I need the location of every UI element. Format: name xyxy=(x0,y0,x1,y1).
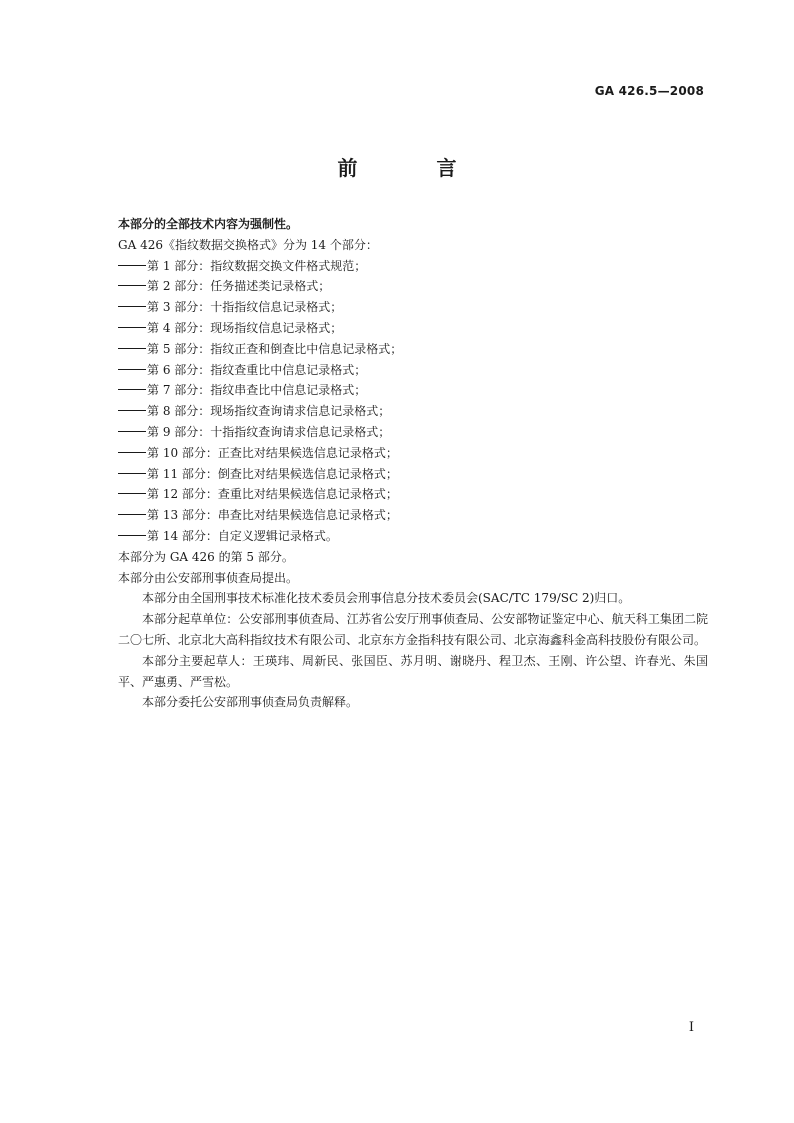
dash-marker xyxy=(118,535,146,536)
list-item xyxy=(118,422,708,443)
list-item xyxy=(118,339,708,360)
list-item-text: 第 14 部分：自定义逻辑记录格式。 xyxy=(147,528,338,543)
list-item xyxy=(118,380,708,401)
dash-marker xyxy=(118,410,146,411)
dash-marker xyxy=(118,285,146,286)
list-item-text: 第 6 部分：指纹查重比中信息记录格式； xyxy=(147,362,367,377)
dash-marker xyxy=(118,473,146,474)
list-item-text: 第 2 部分：任务描述类记录格式； xyxy=(147,279,331,294)
list-item xyxy=(118,297,708,318)
dash-marker xyxy=(118,389,146,390)
dash-marker xyxy=(118,265,146,266)
dash-marker xyxy=(118,369,146,370)
list-item-text: 第 3 部分：十指指纹信息记录格式； xyxy=(147,300,343,315)
list-item xyxy=(118,505,708,526)
list-item-text: 第 12 部分：查重比对结果候选信息记录格式； xyxy=(147,487,398,502)
interpretation: 本部分委托公安部刑事侦查局负责解释。 xyxy=(142,695,359,710)
dash-marker xyxy=(118,431,146,432)
list-item xyxy=(118,318,708,339)
list-item xyxy=(118,526,708,547)
dash-marker xyxy=(118,348,146,349)
list-item-text: 第 8 部分：现场指纹查询请求信息记录格式； xyxy=(147,404,391,419)
list-item-text: 第 11 部分：倒查比对结果候选信息记录格式； xyxy=(147,466,398,481)
list-item xyxy=(118,256,708,277)
list-item-text: 第 10 部分：正查比对结果候选信息记录格式； xyxy=(147,445,398,460)
standard-code: GA 426.5—2008 xyxy=(594,84,704,98)
page-title: 前 言 xyxy=(337,156,493,180)
list-item-text: 第 1 部分：指纹数据交换文件格式规范； xyxy=(147,258,367,273)
page-number: I xyxy=(688,1020,694,1035)
list-item xyxy=(118,276,708,297)
list-item xyxy=(118,484,708,505)
part-statement: 本部分为 GA 426 的第 5 部分。 xyxy=(118,549,294,564)
dash-marker xyxy=(118,493,146,494)
parts-intro: GA 426《指纹数据交换格式》分为 14 个部分： xyxy=(118,237,378,252)
dash-marker xyxy=(118,452,146,453)
mandatory-statement: 本部分的全部技术内容为强制性。 xyxy=(118,217,299,231)
foreword-body xyxy=(118,214,708,713)
centralized-by: 本部分由全国刑事技术标准化技术委员会刑事信息分技术委员会(SAC/TC 179/SC 2)归口。 xyxy=(142,591,631,606)
drafting-units: 本部分起草单位：公安部刑事侦查局、江苏省公安厅刑事侦查局、公安部物证鉴定中心、航天科工集团二院二〇七所、北京北大高科指纹技术有限公司、北京东方金指科技有限公司、北京海鑫科金高科技股份有限公司。 xyxy=(118,612,708,647)
list-item-text: 第 13 部分：串查比对结果候选信息记录格式； xyxy=(147,508,398,523)
list-item xyxy=(118,443,708,464)
proposed-by: 本部分由公安部刑事侦查局提出。 xyxy=(118,570,299,585)
list-item xyxy=(118,464,708,485)
list-item-text: 第 5 部分：指纹正查和倒查比中信息记录格式； xyxy=(147,341,403,356)
list-item-text: 第 7 部分：指纹串查比中信息记录格式； xyxy=(147,383,367,398)
list-item xyxy=(118,360,708,381)
dash-marker xyxy=(118,327,146,328)
dash-marker xyxy=(118,514,146,515)
list-item-text: 第 4 部分：现场指纹信息记录格式； xyxy=(147,320,343,335)
list-item xyxy=(118,401,708,422)
dash-marker xyxy=(118,306,146,307)
list-item-text: 第 9 部分：十指指纹查询请求信息记录格式； xyxy=(147,424,391,439)
drafters: 本部分主要起草人：王瑛玮、周新民、张国臣、苏月明、谢晓丹、程卫杰、王刚、许公望、许春光、朱国平、严惠勇、严雪松。 xyxy=(118,653,708,689)
